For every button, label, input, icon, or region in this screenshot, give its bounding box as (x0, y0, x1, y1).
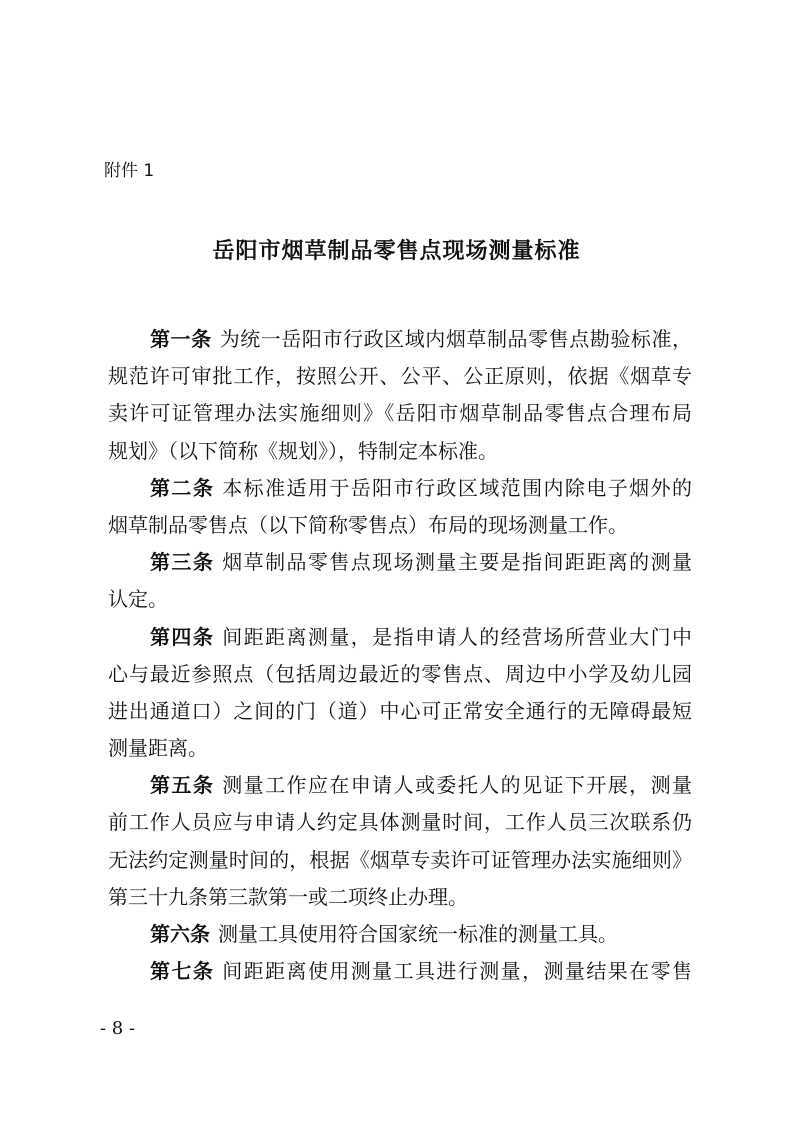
text-line (108, 804, 692, 841)
line-text: 间距距离测量，是指申请人的经营场所营业大门中 (222, 624, 692, 649)
article-label: 第六条 (150, 922, 210, 946)
article-label: 第二条 (150, 475, 215, 500)
article-label: 第一条 (150, 327, 212, 351)
text-line (108, 619, 692, 656)
line-text: 烟草制品零售点（以下简称零售点）布局的现场测量工作。 (108, 512, 628, 537)
text-line (108, 321, 692, 358)
line-text: 认定。 (108, 587, 168, 612)
text-line (108, 842, 692, 879)
line-text: 规范许可审批工作，按照公开、公平、公正原则，依据《烟草专 (108, 364, 692, 389)
text-line (108, 767, 692, 804)
text-line (108, 879, 692, 916)
text-line (108, 730, 692, 767)
article-label: 第三条 (150, 550, 215, 575)
line-text: 无法约定测量时间的，根据《烟草专卖许可证管理办法实施细则》 (108, 847, 692, 872)
line-text: 进出通道口）之间的门（道）中心可正常安全通行的无障碍最短 (108, 698, 692, 723)
line-text: 测量距离。 (108, 736, 208, 761)
article (108, 321, 692, 470)
page-number: - 8 - (100, 1018, 136, 1039)
text-line (108, 693, 692, 730)
article-label: 第四条 (150, 624, 215, 649)
article (108, 767, 692, 916)
line-text: 前工作人员应与申请人约定具体测量时间，工作人员三次联系仍 (108, 810, 692, 835)
text-line (108, 470, 692, 507)
text-line (108, 358, 692, 395)
text-line (108, 544, 692, 581)
article-label: 第七条 (150, 959, 215, 984)
text-line (108, 395, 692, 432)
line-text: 第三十九条第三款第一或二项终止办理。 (108, 884, 468, 909)
text-line (108, 916, 692, 953)
document-body (108, 321, 692, 990)
text-line (108, 507, 692, 544)
line-text: 本标准适用于岳阳市行政区域范围内除电子烟外的 (222, 475, 692, 500)
article (108, 544, 692, 618)
line-text: 测量工作应在申请人或委托人的见证下开展，测量 (222, 773, 692, 798)
text-line (108, 656, 692, 693)
line-text: 测量工具使用符合国家统一标准的测量工具。 (218, 922, 618, 946)
document-title: 岳阳市烟草制品零售点现场测量标准 (212, 239, 581, 264)
article (108, 619, 692, 768)
line-text: 间距距离使用测量工具进行测量，测量结果在零售 (222, 959, 692, 984)
line-text: 为统一岳阳市行政区域内烟草制品零售点勘验标准， (219, 327, 693, 351)
article-label: 第五条 (150, 773, 215, 798)
text-line (108, 581, 692, 618)
attachment-label: 附件 1 (104, 161, 155, 181)
article (108, 916, 692, 953)
text-line (108, 953, 692, 990)
line-text: 心与最近参照点（包括周边最近的零售点、周边中小学及幼儿园 (108, 661, 692, 686)
line-text: 规划》（以下简称《规划》），特制定本标准。 (108, 438, 498, 463)
line-text: 烟草制品零售点现场测量主要是指间距距离的测量 (222, 550, 692, 575)
article (108, 953, 692, 990)
line-text: 卖许可证管理办法实施细则》《岳阳市烟草制品零售点合理布局 (108, 401, 692, 426)
text-line (108, 433, 692, 470)
article (108, 470, 692, 544)
